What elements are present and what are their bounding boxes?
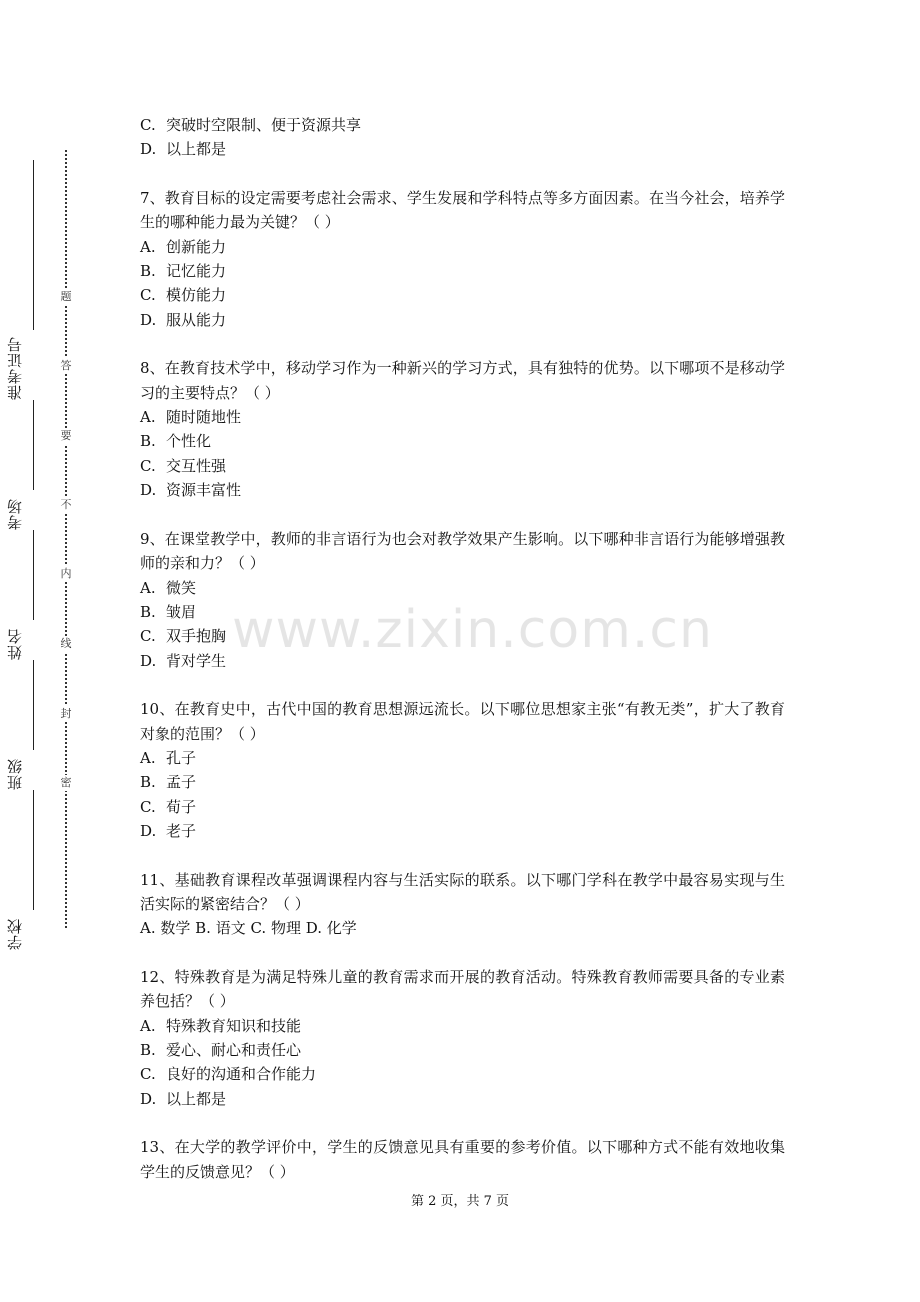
- option: B. 记忆能力: [140, 262, 227, 281]
- option: C. 双手抱胸: [140, 627, 227, 646]
- question-6-tail: [140, 113, 785, 162]
- option: B. 个性化: [140, 432, 212, 451]
- underline-zkz: [33, 160, 34, 330]
- question-text: 12、特殊教育是为满足特殊儿童的教育需求而开展的教育活动。特殊教育教师需要具备的专业素养包括？（ ）: [140, 967, 785, 1011]
- underline-xx: [33, 790, 34, 910]
- option: C. 模仿能力: [140, 286, 227, 305]
- underline-kc: [33, 400, 34, 490]
- question-text: 11、基础教育课程改革强调课程内容与生活实际的联系。以下哪门学科在教学中最容易实现与生活实际的紧密结合？（ ）: [140, 870, 785, 913]
- inline-options: A. 数学 B. 语文 C. 物理 D. 化学: [140, 919, 357, 938]
- option: B. 孟子: [140, 773, 197, 792]
- option: D. 以上都是: [140, 1089, 227, 1108]
- field-bj: 班级: [6, 758, 24, 790]
- seal-char: 要: [60, 429, 72, 442]
- option: C. 荀子: [140, 797, 197, 816]
- seal-char: 题: [60, 290, 72, 303]
- option: C. 交互性强: [140, 456, 227, 475]
- option: D. 以上都是: [140, 140, 227, 159]
- option: A. 创新能力: [140, 237, 227, 256]
- underline-bj: [33, 660, 34, 750]
- option: A. 随时随地性: [140, 408, 242, 427]
- page-footer: 第 2 页，共 7 页: [410, 1194, 510, 1209]
- seal-char: 密: [60, 776, 72, 789]
- field-xm: 姓名: [6, 628, 24, 660]
- option: B. 爱心、耐心和责任心: [140, 1041, 302, 1059]
- option: C. 良好的沟通和合作能力: [140, 1065, 317, 1084]
- question-10: [140, 697, 785, 843]
- watermark: www.zixin.com.cn: [232, 600, 713, 660]
- option: B. 皱眉: [140, 602, 197, 621]
- question-text: 9、在课堂教学中，教师的非言语行为也会对教学效果产生影响。以下哪种非言语行为能够增强教师的亲和力？（ ）: [140, 529, 785, 573]
- question-7: [140, 186, 785, 332]
- option: D. 老子: [140, 822, 197, 841]
- underline-xm: [33, 530, 34, 620]
- option: A. 孔子: [140, 748, 197, 767]
- question-text: 8、在教育技术学中，移动学习作为一种新兴的学习方式，具有独特的优势。以下哪项不是移动学习的主要特点？（ ）: [140, 359, 785, 402]
- question-13: [140, 1135, 785, 1184]
- question-11: [140, 868, 785, 941]
- option: D. 背对学生: [140, 651, 227, 670]
- field-kc: 考场: [6, 498, 24, 530]
- question-12: [140, 965, 785, 1111]
- seal-dotted-line: [65, 150, 67, 928]
- question-8: [140, 356, 785, 502]
- option: D. 服从能力: [140, 310, 227, 329]
- field-zkz: 准考证号: [6, 336, 24, 400]
- option: C. 突破时空限制、便于资源共享: [140, 116, 362, 134]
- field-xx: 学校: [6, 918, 24, 950]
- question-text: 10、在教育史中，古代中国的教育思想源远流长。以下哪位思想家主张“有教无类”，扩大了教育对象的范围？（ ）: [140, 700, 785, 743]
- question-text: 13、在大学的教学评价中，学生的反馈意见具有重要的参考价值。以下哪种方式不能有效地收集学生的反馈意见？（ ）: [140, 1138, 785, 1181]
- question-text: 7、教育目标的设定需要考虑社会需求、学生发展和学科特点等多方面因素。在当今社会，培养学生的哪种能力最为关键？（ ）: [140, 188, 785, 232]
- seal-char: 封: [60, 707, 72, 720]
- seal-char: 答: [60, 359, 72, 372]
- option: A. 特殊教育知识和技能: [140, 1016, 302, 1035]
- seal-char: 不: [60, 498, 72, 511]
- option: A. 微笑: [140, 578, 197, 597]
- seal-char: 内: [60, 567, 72, 580]
- seal-char: 线: [60, 637, 72, 650]
- option: D. 资源丰富性: [140, 481, 242, 500]
